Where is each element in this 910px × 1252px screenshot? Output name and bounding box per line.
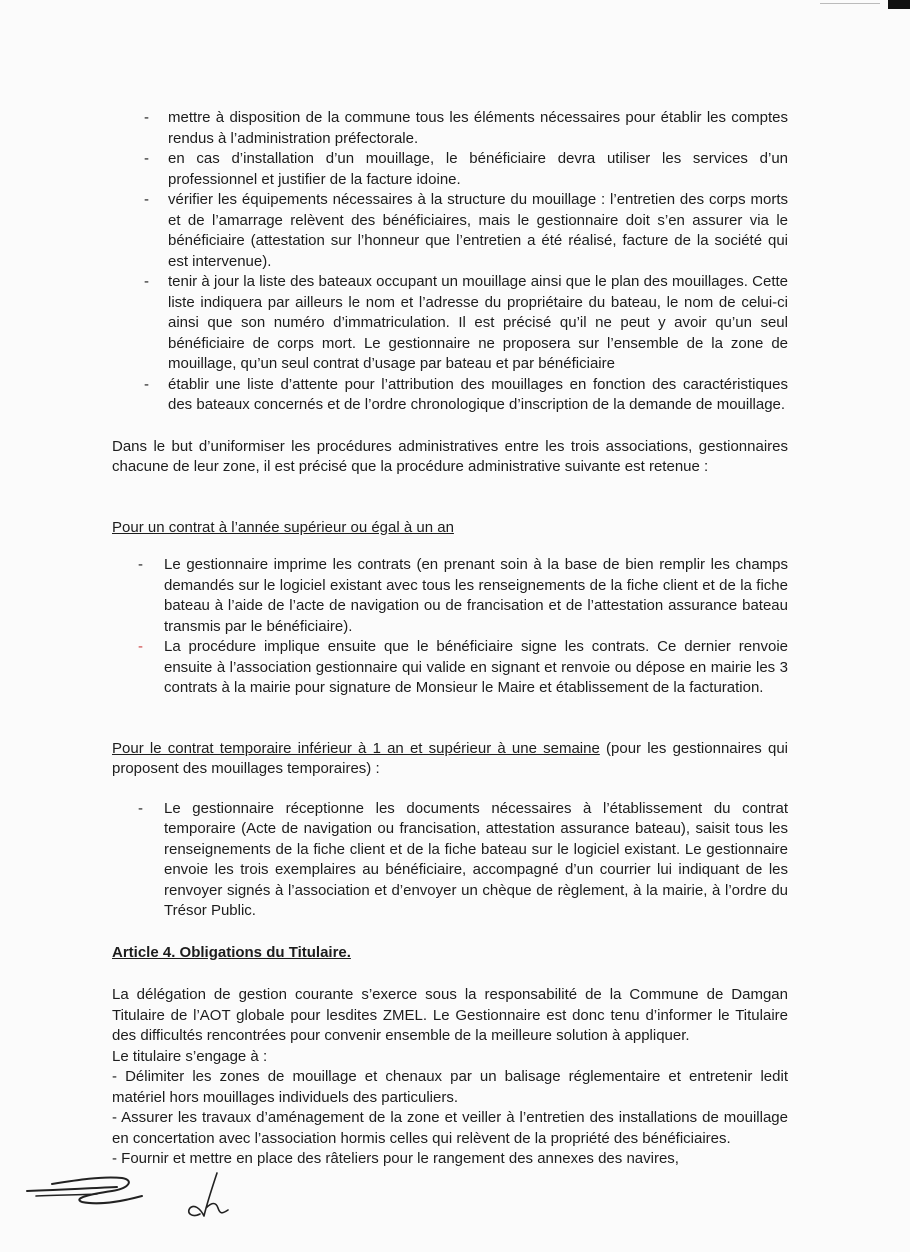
titulaire-item: - Fournir et mettre en place des râteliers pour le rangement des annexes des navires, — [112, 1150, 679, 1167]
scan-edge-mark — [888, 0, 910, 9]
bullet-dash: - — [144, 150, 149, 167]
scan-edge-line — [820, 3, 880, 4]
heading-annual-contract: Pour un contrat à l’année supérieur ou égal à un an — [112, 518, 454, 536]
temporary-list — [112, 799, 788, 922]
bullet-dash: - — [144, 375, 149, 393]
list-item: - mettre à disposition de la commune tous les éléments nécessaires pour établir les comptes rendus à l’administration préfectorale. — [144, 109, 788, 147]
heading-temporary-contract: Pour le contrat temporaire inférieur à 1 an et supérieur à une semaine (pour les gestionnaires qui proposent des mouillages temporaires) : — [112, 739, 789, 777]
bullet-dash: - — [144, 109, 149, 126]
list-item: - établir une liste d’attente pour l’attribution des mouillages en fonction des caractéristiques des bateaux concernés et de l’ordre chronologique d’inscription de la demande de mouillage. — [144, 375, 788, 413]
document-page — [112, 108, 788, 1170]
list-item: - Le gestionnaire réceptionne les documents nécessaires à l’établissement du contrat temporaire (Acte de navigation ou francisation, attestation assurance bateau), saisit tous les renseignements de la fiche client et de la fiche bateau sur le logiciel existant. Le gestionnaire envoie les trois exemplaires au bénéficiaire, accompagné d’un courrier lui indiquant de les renvoyer signés à l’association et d’envoyer un chèque de règlement, à la mairie, à l’ordre du Trésor Public. — [138, 799, 788, 919]
list-item: - La procédure implique ensuite que le bénéficiaire signe les contrats. Ce dernier renvoie ensuite à l’association gestionnaire qui valide en signant et renvoie ou dépose en mairie les 3 contrats à la mairie pour signature de Monsieur le Maire et établissement de la facturation. — [138, 638, 788, 696]
bullet-dash: - — [138, 799, 143, 817]
handwritten-signature — [22, 1158, 262, 1238]
article-4-title: Article 4. Obligations du Titulaire. — [112, 943, 351, 961]
list-item: - en cas d’installation d’un mouillage, le bénéficiaire devra utiliser les services d’un professionnel et justifier de la facture idoine. — [144, 150, 788, 188]
annual-list — [112, 555, 788, 699]
bullet-dash: - — [138, 556, 143, 573]
intro-list — [112, 108, 788, 416]
list-item: - tenir à jour la liste des bateaux occupant un mouillage ainsi que le plan des mouillages. Cette liste indiquera par ailleurs le nom et l’adresse du propriétaire du bateau, le nom de celui-ci ainsi que son numéro d’immatriculation. Il est précisé qu’il ne peut y avoir qu’un seul bénéficiaire de corps mort. Le gestionnaire ne proposera sur l’ensemble de la zone de mouillage, qu’un seul contrat d’usage par bateau et par bénéficiaire — [144, 273, 788, 372]
paragraph-uniform: Dans le but d’uniformiser les procédures administratives entre les trois associations, gestionnaires chacune de leur zone, il est précisé que la procédure administrative suivante est retenue : — [112, 437, 788, 475]
titulaire-intro: Le titulaire s’engage à : — [112, 1047, 268, 1065]
article-4-paragraph: La délégation de gestion courante s’exerce sous la responsabilité de la Commune de Damgan Titulaire de l’AOT globale pour lesdites ZMEL. Le Gestionnaire est donc tenu d’informer le Titulaire des difficultés rencontrées pour convenir ensemble de la meilleure solution à appliquer. — [112, 986, 788, 1044]
list-item: - Le gestionnaire imprime les contrats (en prenant soin à la base de bien remplir les champs demandés sur le logiciel existant avec tous les renseignements de la fiche client et de la fiche bateau à l’aide de l’acte de navigation ou de francisation et de l’attestation assurance bateau transmis par le bénéficiaire). — [138, 556, 788, 635]
titulaire-item: - Assurer les travaux d’aménagement de la zone et veiller à l’entretien des installations de mouillage en concertation avec l’association hormis celles qui relèvent de la propriété des bénéficiaires. — [112, 1109, 788, 1147]
bullet-dash: - — [144, 191, 149, 208]
list-item: - vérifier les équipements nécessaires à la structure du mouillage : l’entretien des corps morts et de l’amarrage relèvent des bénéficiaires, mais le gestionnaire doit s’en assurer via le bénéficiaire (attestation sur l’honneur que l’entretien a été réalisé, facture de la société qui est intervenue). — [144, 191, 788, 270]
bullet-dash: - — [138, 638, 143, 655]
bullet-dash: - — [144, 273, 149, 290]
titulaire-item: - Délimiter les zones de mouillage et chenaux par un balisage réglementaire et entretenir ledit matériel hors mouillages individuels des particuliers. — [112, 1068, 788, 1106]
